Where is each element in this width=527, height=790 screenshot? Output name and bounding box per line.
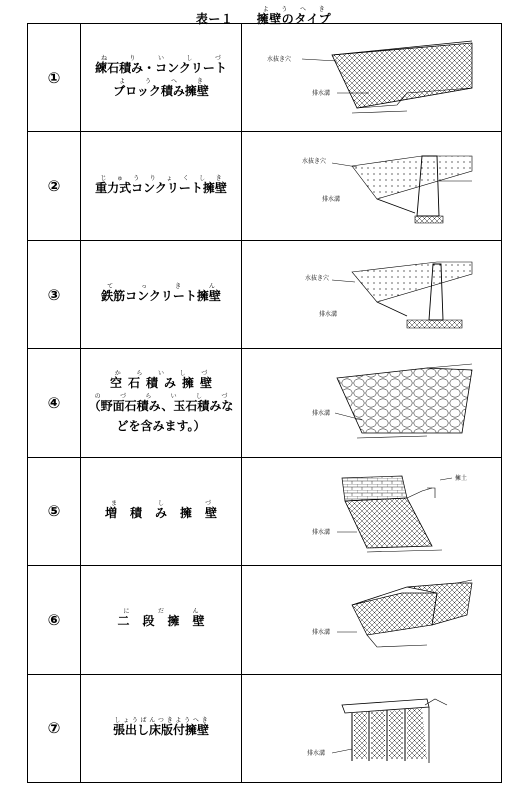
row-number: ④ bbox=[28, 349, 81, 457]
cantilever-slab-wall-diagram bbox=[257, 683, 487, 773]
reinforced-concrete-wall-diagram bbox=[257, 250, 487, 340]
drain-label: 排水溝 bbox=[321, 196, 340, 204]
table-row bbox=[28, 132, 502, 240]
drain-label: 排水溝 bbox=[311, 409, 330, 417]
wall-diagram bbox=[242, 457, 502, 565]
wall-diagram bbox=[242, 132, 502, 240]
table-row bbox=[28, 24, 502, 132]
added-height-wall-diagram bbox=[257, 466, 487, 556]
wall-type-name: 二段擁壁にだん bbox=[81, 566, 242, 674]
row-number: ⑥ bbox=[28, 566, 81, 674]
masonry-wall-diagram bbox=[257, 33, 487, 123]
table-row bbox=[28, 349, 502, 457]
gravity-wall-diagram bbox=[257, 141, 487, 231]
weep-hole-label: 水抜き穴 bbox=[266, 55, 291, 63]
dry-stone-wall-diagram bbox=[257, 358, 487, 448]
wall-diagram bbox=[242, 349, 502, 457]
drain-label: 排水溝 bbox=[311, 89, 330, 97]
row-number: ① bbox=[28, 24, 81, 132]
weep-hole-label: 水抜き穴 bbox=[301, 158, 326, 166]
fence-label: 擁土 bbox=[454, 475, 467, 483]
row-number: ② bbox=[28, 132, 81, 240]
wall-diagram bbox=[242, 24, 502, 132]
wall-diagram bbox=[242, 566, 502, 674]
drain-label: 排水溝 bbox=[311, 529, 330, 537]
row-number: ⑤ bbox=[28, 457, 81, 565]
wall-type-name: 重力式コンクリート擁壁じゅうりょくしき bbox=[81, 132, 242, 240]
wall-type-name: 張出し床版付擁壁しょうばんつきようへき bbox=[81, 674, 242, 782]
two-tier-wall-diagram bbox=[257, 575, 487, 665]
wall-type-name: 空石積み擁壁からいしづ （野面石積み、玉石積みなのづらいしづ どを含みます。） bbox=[81, 349, 242, 457]
wall-type-name: 鉄筋コンクリート擁壁てっきん bbox=[81, 240, 242, 348]
table-row bbox=[28, 674, 502, 782]
table-title-main: 擁壁のタイプようへき bbox=[256, 6, 332, 26]
row-number: ③ bbox=[28, 240, 81, 348]
retaining-wall-types-table bbox=[27, 23, 502, 783]
table-row bbox=[28, 457, 502, 565]
wall-diagram bbox=[242, 674, 502, 782]
drain-label: 排水溝 bbox=[318, 310, 337, 318]
wall-diagram bbox=[242, 240, 502, 348]
row-number: ⑦ bbox=[28, 674, 81, 782]
drain-label: 排水溝 bbox=[311, 628, 330, 636]
wall-type-name: 練石積み・コンクリートねりいしづ ブロック積み擁壁ようへき bbox=[81, 24, 242, 132]
weep-hole-label: 水抜き穴 bbox=[304, 274, 329, 282]
drain-label: 排水溝 bbox=[306, 750, 325, 758]
table-row bbox=[28, 240, 502, 348]
wall-type-name: 増積み擁壁ましづ bbox=[81, 457, 242, 565]
table-number: 表ー１ bbox=[195, 12, 234, 26]
table-row bbox=[28, 566, 502, 674]
